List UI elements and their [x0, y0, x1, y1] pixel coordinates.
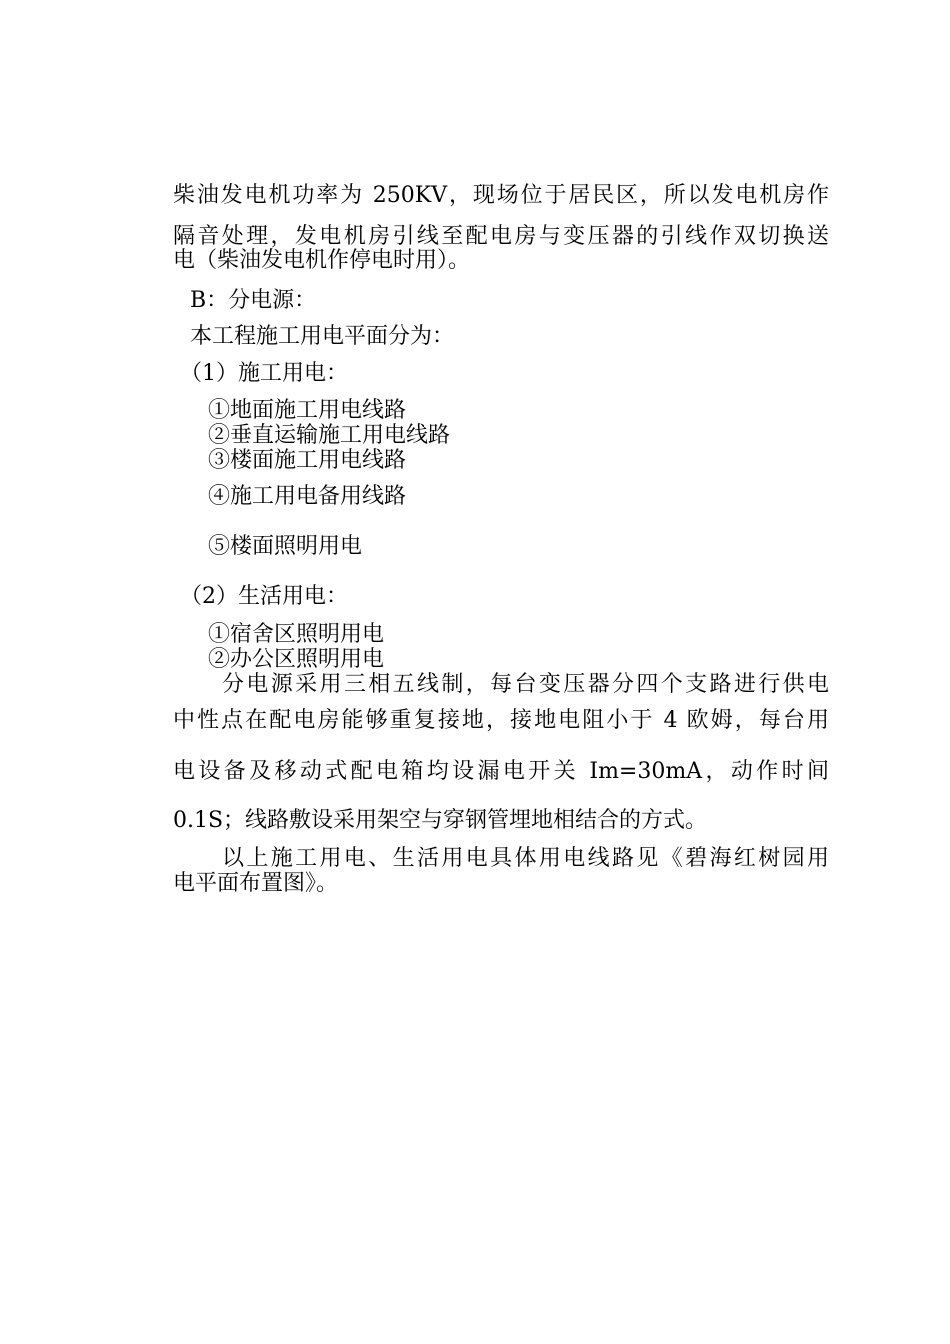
paragraph-line: 中性点在配电房能够重复接地，接地电阻小于 4 欧姆，每台用	[173, 708, 829, 733]
paragraph-line: 电设备及移动式配电箱均设漏电开关 Im=30mA，动作时间	[173, 759, 829, 784]
paragraph-line: 分电源采用三相五线制，每台变压器分四个支路进行供电	[222, 672, 829, 697]
paragraph-line-3: 电（柴油发电机作停电时用）。	[173, 248, 471, 273]
subheading-construction-power: （1）施工用电：	[180, 361, 348, 386]
section-heading-b: B：分电源：	[190, 288, 317, 313]
intro-line: 本工程施工用电平面分为：	[190, 324, 455, 349]
list-item: ③楼面施工用电线路	[208, 448, 407, 473]
list-item: ④施工用电备用线路	[208, 484, 407, 509]
paragraph-line: 以上施工用电、生活用电具体用电线路见《碧海红树园用	[222, 846, 829, 871]
list-item: ①地面施工用电线路	[208, 398, 407, 423]
list-item: ②办公区照明用电	[208, 647, 385, 672]
paragraph-line-2: 隔音处理，发电机房引线至配电房与变压器的引线作双切换送	[173, 224, 829, 249]
list-item: ②垂直运输施工用电线路	[208, 423, 451, 448]
list-item: ①宿舍区照明用电	[208, 622, 385, 647]
paragraph-line-1: 柴油发电机功率为 250KV，现场位于居民区，所以发电机房作	[173, 183, 829, 208]
list-item: ⑤楼面照明用电	[208, 534, 363, 559]
subheading-living-power: （2）生活用电：	[180, 584, 348, 609]
paragraph-line: 电平面布置图》。	[173, 871, 339, 896]
paragraph-line: 0.1S；线路敷设采用架空与穿钢管埋地相结合的方式。	[173, 808, 708, 833]
